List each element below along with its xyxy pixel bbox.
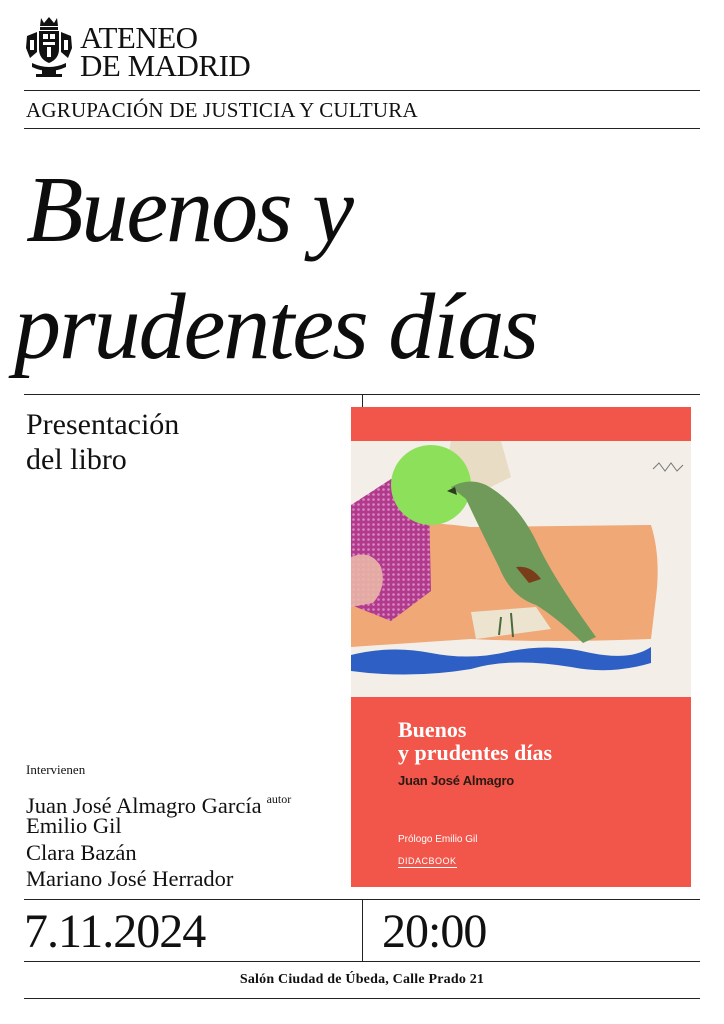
book-title-line2: prudentes días: [14, 275, 537, 379]
group-subtitle: AGRUPACIÓN DE JUSTICIA Y CULTURA: [26, 98, 418, 122]
column-divider: [362, 394, 363, 408]
ateneo-emblem-icon: [24, 16, 74, 78]
book-title-line1: Buenos y: [26, 158, 352, 262]
cover-publisher-logo: DIDACBOOK: [398, 856, 457, 866]
book-cover-image: [351, 407, 691, 887]
divider: [24, 128, 700, 129]
divider: [24, 998, 700, 999]
speakers-label: Intervienen: [26, 762, 86, 777]
divider: [24, 90, 700, 91]
speaker-name: Clara Bazán: [26, 840, 137, 865]
speaker-role: autor: [266, 792, 292, 806]
org-name-line2: DE MADRID: [80, 48, 251, 83]
event-date: 7.11.2024: [24, 905, 206, 958]
cover-title-line2: y prudentes días: [398, 740, 553, 765]
event-time: 20:00: [382, 905, 487, 958]
cover-illustration: [351, 407, 691, 887]
column-divider: [362, 899, 363, 961]
presentation-line2: del libro: [26, 443, 127, 476]
cover-title-line1: Buenos: [398, 717, 467, 742]
cover-author: Juan José Almagro: [398, 773, 515, 788]
divider: [24, 961, 700, 962]
event-venue: Salón Ciudad de Úbeda, Calle Prado 21: [239, 972, 485, 987]
cover-prologue: Prólogo Emilio Gil: [398, 834, 478, 845]
org-name-line1: ATENEO: [80, 20, 198, 55]
speaker-name: Emilio Gil: [26, 813, 122, 838]
presentation-line1: Presentación: [26, 408, 180, 441]
speaker-name: Mariano José Herrador: [26, 866, 234, 891]
speaker-name-text: Juan José Almagro García: [26, 793, 262, 818]
